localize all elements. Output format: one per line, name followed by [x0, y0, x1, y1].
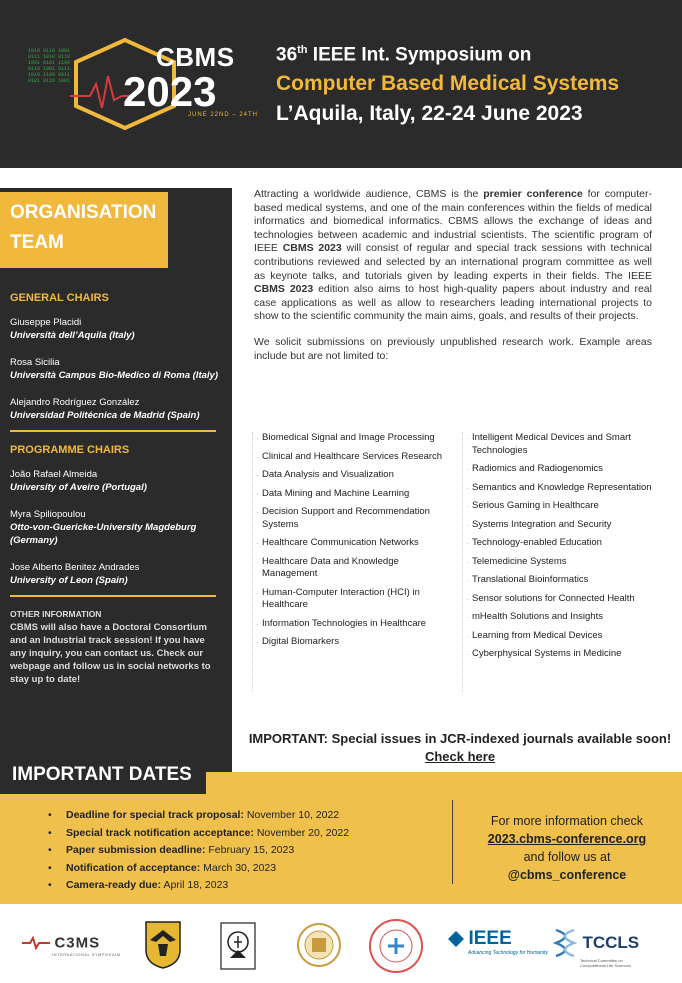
list-item: · Semantics and Knowledge Representation: [466, 481, 652, 493]
chair-name: Jose Alberto Benitez Andrades: [10, 562, 140, 573]
logo-cbms-text: CBMS: [156, 42, 235, 72]
list-item: · Clinical and Healthcare Services Research: [256, 450, 443, 462]
organisation-team-list: [10, 292, 222, 686]
section-divider: [10, 595, 216, 597]
chair-affiliation: Università dell’Aquila (Italy): [10, 330, 135, 341]
list-item: · Decision Support and Recommendation Systems: [256, 506, 430, 530]
general-chairs-heading: GENERAL CHAIRS: [10, 292, 109, 304]
list-item: · Learning from Medical Devices: [466, 629, 603, 641]
dna-helix-icon: [552, 928, 578, 958]
list-item: • Deadline for special track proposal: November 10, 2022: [48, 807, 428, 825]
chair-entry: [10, 561, 222, 587]
more-information-block: [462, 812, 672, 884]
vertical-divider: [452, 800, 453, 884]
chair-affiliation: Otto-von-Guericke-University Magdeburg (Germany): [10, 522, 197, 546]
chair-entry: [10, 468, 222, 494]
programme-chairs-heading: PROGRAMME CHAIRS: [10, 444, 130, 456]
cbms-symposium-logo: C3MS INTERNATIONAL SYMPOSIUM: [22, 934, 121, 957]
ieee-logo: IEEE Advancing Technology for Humanity: [448, 928, 548, 956]
list-item: · Human-Computer Interaction (HCI) in Healthcare: [256, 586, 420, 610]
chair-affiliation: Università Campus Bio-Medico di Roma (Italy): [10, 370, 218, 381]
list-item: · Biomedical Signal and Image Processing: [256, 432, 435, 443]
section-divider: [10, 430, 216, 432]
list-item: · Information Technologies in Healthcare: [256, 617, 427, 629]
conference-location-date: L’Aquila, Italy, 22-24 June 2023: [276, 102, 583, 125]
list-item: · Telemedicine Systems: [466, 555, 567, 567]
important-dates-list: [48, 807, 428, 895]
other-information-text: CBMS will also have a Doctoral Consortium and an Industrial track session! If you have any inquiry, you can contact us. Check our webpage and follow us in social networks to stay up to date!: [10, 622, 211, 685]
important-dates-title: IMPORTANT DATES: [0, 752, 206, 794]
more-info-text: For more information check: [490, 814, 644, 828]
list-item: • Paper submission deadline: February 15, 2023: [48, 842, 428, 860]
follow-text: and follow us at: [523, 850, 611, 864]
eagle-crest-icon: [142, 920, 184, 970]
header-banner: [0, 0, 682, 168]
list-item: · Healthcare Data and Knowledge Management: [256, 555, 399, 579]
chair-entry: [10, 316, 222, 342]
conference-name: Computer Based Medical Systems: [276, 72, 620, 95]
list-item: • Camera-ready due: April 18, 2023: [48, 877, 428, 895]
list-item: · Digital Biomarkers: [256, 636, 340, 647]
cbms-2023-logo: [28, 28, 268, 128]
list-item: · Healthcare Communication Networks: [256, 537, 419, 548]
logo-dates-text: JUNE 22ND – 24TH: [188, 112, 259, 118]
tccls-logo: TCCLS Technical Committee on Computational Life Sciences: [552, 928, 640, 968]
university-emblem-icon: [220, 922, 256, 970]
intro-paragraph: Attracting a worldwide audience, CBMS is the premier conference for computer-based medical systems, and one of the main conferences within the fields of medical informatics and biomedical informatics. CBMS allows the exchange of ideas and technologies between academic and industrial scientists. The scientific program of IEEE CBMS 2023 will consist of regular and special track sessions with technical contributions reviewed and selected by an international program committee as well as keynote talks, and tutorials given by leading experts in their fields. The IEEE CBMS 2023 edition also aims to host high-quality papers about industry and real case applications as well as allow to researchers leading international projects to show to the scientific community the main aims, goals, and results of their projects.: [254, 188, 653, 323]
chair-name: Alejandro Rodríguez González: [10, 397, 140, 408]
chair-name: João Rafael Almeida: [10, 469, 98, 480]
conference-introduction: [254, 188, 652, 375]
heartbeat-icon: [22, 936, 50, 950]
list-item: · mHealth Solutions and Insights: [466, 611, 603, 622]
list-item: • Notification of acceptance: March 30, 2023: [48, 860, 428, 878]
list-item: · Intelligent Medical Devices and Smart Technologies: [466, 432, 631, 456]
binary-code-decoration: 1010 0110 1001 0111 1010 0110 1001 0101 1100 0110 1001 0111 1010 1100 0011 0101 0110 1001: [28, 48, 71, 84]
chair-name: Myra Spiliopoulou: [10, 509, 86, 520]
health-institute-seal-icon: [368, 918, 424, 974]
list-item: · Systems Integration and Security: [466, 518, 612, 530]
list-item: · Data Analysis and Visualization: [256, 469, 394, 480]
other-information-heading: OTHER INFORMATION: [10, 609, 102, 619]
list-item: · Cyberphysical Systems in Medicine: [466, 648, 622, 659]
university-seal-icon: [296, 922, 342, 968]
list-item: · Technology-enabled Education: [466, 537, 602, 548]
chair-affiliation: University of Leon (Spain): [10, 575, 128, 586]
special-issues-text: IMPORTANT: Special issues in JCR-indexed journals available soon!: [248, 731, 672, 746]
list-item: · Sensor solutions for Connected Health: [466, 592, 635, 604]
topics-column-left: [256, 432, 456, 655]
special-issues-notice: [244, 730, 676, 766]
list-item: · Data Mining and Machine Learning: [256, 487, 410, 499]
list-item: · Serious Gaming in Healthcare: [466, 500, 599, 511]
organisation-team-title: ORGANISATION TEAM: [0, 192, 168, 268]
list-item: · Translational Bioinformatics: [466, 574, 589, 585]
sponsor-logos-bar: [0, 904, 682, 983]
chair-entry: [10, 396, 222, 422]
chair-name: Rosa Sicilia: [10, 357, 60, 368]
social-handle[interactable]: @cbms_conference: [507, 868, 627, 882]
chair-entry: [10, 508, 222, 547]
chair-affiliation: University of Aveiro (Portugal): [10, 482, 147, 493]
chair-entry: [10, 356, 222, 382]
list-item: • Special track notification acceptance: November 20, 2022: [48, 825, 428, 843]
list-item: · Radiomics and Radiogenomics: [466, 463, 603, 474]
website-link[interactable]: 2023.cbms-conference.org: [487, 832, 647, 846]
ieee-diamond-icon: [448, 931, 464, 947]
symposium-edition: 36th IEEE Int. Symposium on: [276, 44, 532, 66]
chair-name: Giuseppe Placidi: [10, 317, 82, 328]
topics-column-right: [466, 432, 656, 667]
submission-paragraph: We solicit submissions on previously unpublished research work. Example areas include but are not limited to:: [254, 335, 652, 362]
chair-affiliation: Universidad Politécnica de Madrid (Spain): [10, 410, 200, 421]
logo-year-text: 2023: [123, 68, 217, 115]
check-here-link[interactable]: Check here: [424, 749, 496, 764]
